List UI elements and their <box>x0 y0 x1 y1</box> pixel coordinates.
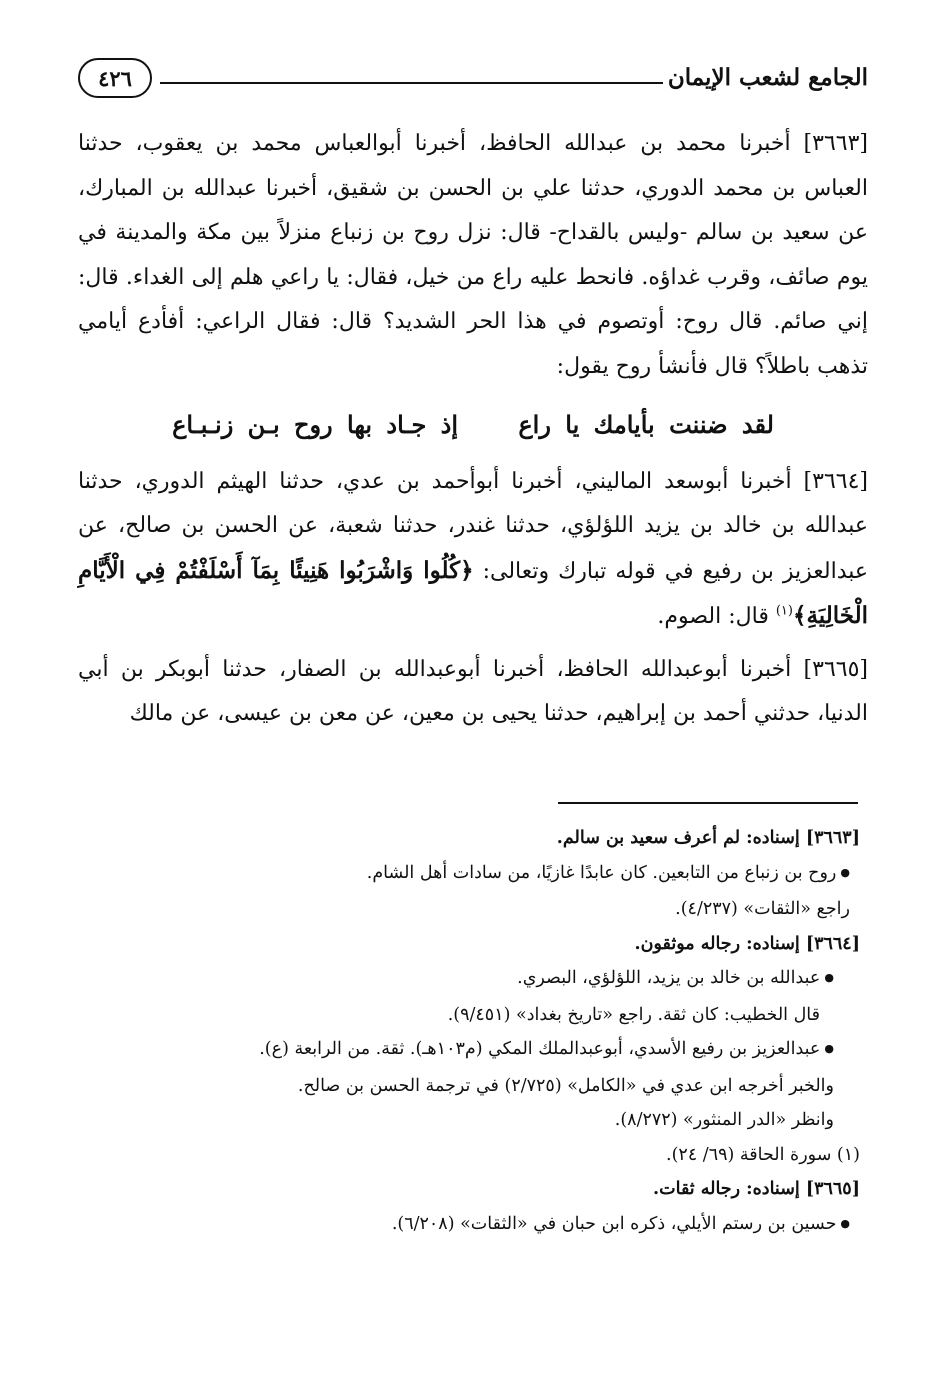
footnotes <box>100 821 860 1243</box>
page-number: ٤٢٦ <box>98 65 132 91</box>
poetry-verse <box>78 403 868 448</box>
note-3665-heading: [٣٦٦٥] إسناده: رجاله ثقات. <box>653 1179 860 1199</box>
quran-quote: ﴿كُلُوا وَاشْرَبُوا هَنِيئًا بِمَآ أَسْلَفْتُمْ فِي الْأَيَّامِ الْخَالِيَةِ﴾ <box>78 556 868 629</box>
hadith-3664-text: [٣٦٦٤] أخبرنا أبوسعد الماليني، أخبرنا أبوأحمد بن عدي، حدثنا الهيثم الدوري، حدثنا عبدالله بن خالد بن يزيد اللؤلؤي، حدثنا غندر، حدثنا شعبة، عن الحسن بن صالح، عن عبدالعزيز بن رفيع في قوله تبارك وتعالى: <box>78 468 869 584</box>
main-text <box>78 122 868 737</box>
verse-first-hemistich: لقد ضننت بأيامك يا راع <box>518 410 774 439</box>
note-3664-durr: وانظر «الدر المنثور» (٨/٢٧٢). <box>614 1110 834 1130</box>
page-header <box>78 58 868 104</box>
page-number-badge <box>78 58 152 98</box>
note-3664-bullet-1: ● عبدالله بن خالد بن يزيد، اللؤلؤي، البصري. <box>100 961 860 998</box>
footnote-marker[interactable]: (١) <box>775 603 793 619</box>
footnote-1: (١) سورة الحاقة (٦٩/ ٢٤). <box>666 1144 860 1165</box>
note-3665-bullet: ● حسين بن رستم الأيلي، ذكره ابن حبان في «الثقات» (٦/٢٠٨). <box>100 1207 860 1244</box>
note-3664-heading: [٣٦٦٤] إسناده: رجاله موثقون. <box>634 933 860 954</box>
hadith-3664-end: قال: الصوم. <box>657 604 769 629</box>
footnote-separator <box>558 802 858 804</box>
running-title: الجامع لشعب الإيمان <box>667 64 868 91</box>
hadith-3665: [٣٦٦٥] أخبرنا أبوعبدالله الحافظ، أخبرنا أبوعبدالله بن الصفار، حدثنا أبوبكر بن أبي الدنيا، حدثني أحمد بن إبراهيم، حدثنا يحيى بن معين، عن معن بن عيسى، عن مالك <box>78 656 868 726</box>
note-3664-khabar: والخبر أخرجه ابن عدي في «الكامل» (٢/٧٢٥) في ترجمة الحسن بن صالح. <box>297 1075 834 1096</box>
note-3663-heading: [٣٦٦٣] إسناده: لم أعرف سعيد بن سالم. <box>556 828 860 848</box>
hadith-3663: [٣٦٦٣] أخبرنا محمد بن عبدالله الحافظ، أخبرنا أبوالعباس محمد بن يعقوب، حدثنا العباس بن محمد الدوري، حدثنا علي بن الحسن بن شقيق، أخبرنا عبدالله بن المبارك، عن سعيد بن سالم -وليس بالقداح- قال: نزل روح بن زنباع منزلاً بين مكة والمدينة في يوم صائف، وقرب غداؤه. فانحط عليه راع من خيل، فقال: يا راعي هلم إلى الغداء. قال: إني صائم. قال روح: أوتصوم في هذا الحر الشديد؟ قال: فقال الراعي: أفأدع أيامي تذهب باطلاً؟ قال فأنشأ روح يقول: <box>78 131 868 379</box>
header-rule <box>160 82 663 84</box>
note-3664-bullet-1-reference: قال الخطيب: كان ثقة. راجع «تاريخ بغداد» (٩/٤٥١). <box>447 1004 820 1025</box>
note-3664-bullet-2: ● عبدالعزيز بن رفيع الأسدي، أبوعبدالملك المكي (م١٠٣هـ). ثقة. من الرابعة (ع). <box>100 1032 860 1069</box>
verse-second-hemistich: إذ جـاد بها روح بـن زنـبـاع <box>172 410 458 439</box>
note-3663-reference: راجع «الثقات» (٤/٢٣٧). <box>675 899 850 919</box>
note-3663-bullet: ● روح بن زنباع من التابعين. كان عابدًا غازيًا، من سادات أهل الشام. <box>100 856 860 893</box>
hadith-3664 <box>78 460 868 640</box>
